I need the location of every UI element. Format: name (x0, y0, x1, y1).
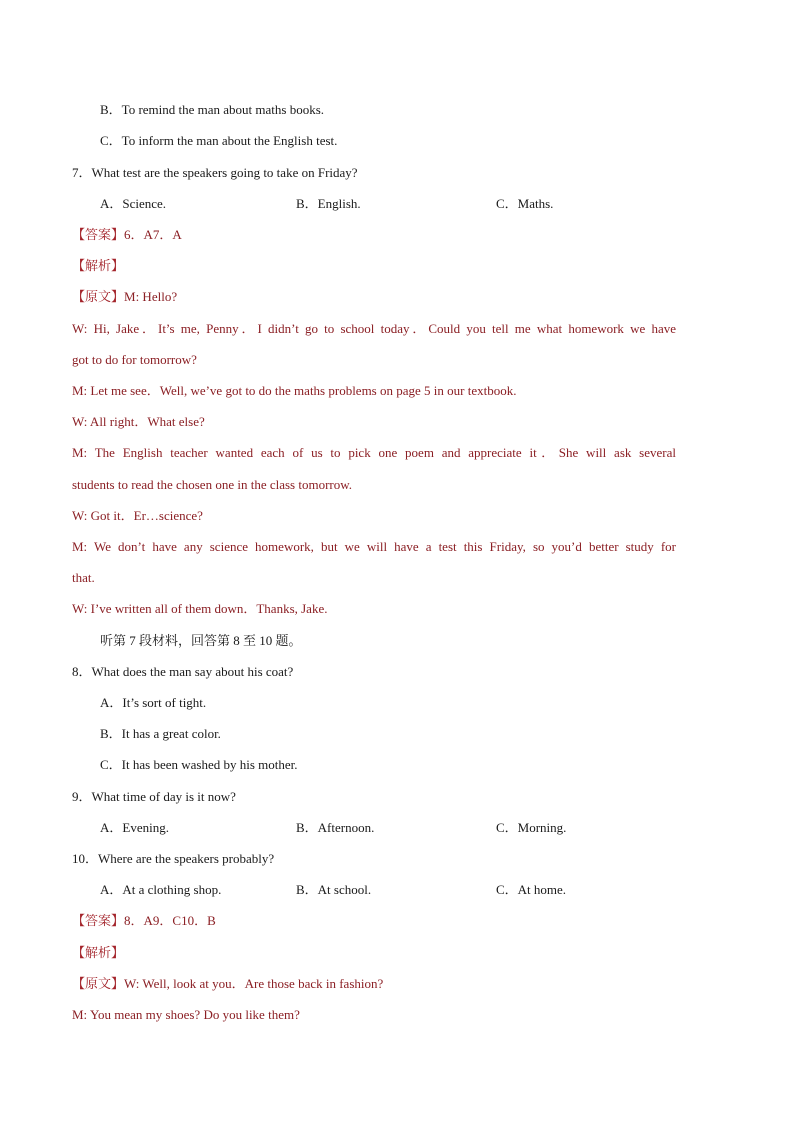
analysis-tag: 【解析】 (72, 945, 125, 960)
q7-options (100, 196, 676, 212)
analysis-tag-1 (72, 258, 676, 274)
q8-option-a: A．It’s sort of tight. (100, 695, 207, 710)
transcript-line: W: Hi, Jake．It’s me, Penny．I didn’t go to school today．Could you tell me what homework we have (72, 321, 676, 336)
answer-text: 6．A7．A (124, 227, 182, 242)
transcript-line: M: You mean my shoes? Do you like them? (72, 1007, 300, 1022)
answer-text: 8．A9．C10．B (124, 913, 216, 928)
q9-stem: 9．What time of day is it now? (72, 789, 236, 804)
transcript-line: students to read the chosen one in the class tomorrow. (72, 477, 353, 492)
q7-stem: 7．What test are the speakers going to take on Friday? (72, 165, 358, 180)
q8-stem: 8．What does the man say about his coat? (72, 664, 294, 679)
q7-option-b: B．English. (296, 196, 361, 211)
transcript-line: W: All right．What else? (72, 414, 205, 429)
q10-option-c: C．At home. (496, 882, 567, 897)
q9-options (100, 820, 676, 836)
answer-tag: 【答案】 (72, 227, 125, 242)
transcript-tag: 【原文】 (72, 289, 125, 304)
transcript-line: W: I’ve written all of them down．Thanks, Jake. (72, 601, 328, 616)
analysis-tag: 【解析】 (72, 258, 125, 273)
transcript-line: got to do for tomorrow? (72, 352, 197, 367)
transcript-line: M: The English teacher wanted each of us to pick one poem and appreciate it．She will ask several (72, 445, 676, 460)
transcript-line: that. (72, 570, 95, 585)
q8-option-b: B．It has a great color. (100, 726, 221, 741)
q9-option-b: B．Afternoon. (296, 820, 375, 835)
q7-option-c: C．Maths. (496, 196, 554, 211)
q9-option-c: C．Morning. (496, 820, 567, 835)
answer-line-1 (72, 227, 676, 243)
section-instruction: 听第 7 段材料，回答第 8 至 10 题。 (100, 633, 302, 648)
answer-line-2 (72, 913, 676, 929)
q7-option-a: A．Science. (100, 196, 167, 211)
transcript-line: M: Let me see．Well, we’ve got to do the maths problems on page 5 in our textbook. (72, 383, 517, 398)
transcript-text: W: Well, look at you．Are those back in fashion? (124, 976, 384, 991)
q9-option-a: A．Evening. (100, 820, 169, 835)
answer-tag: 【答案】 (72, 913, 125, 928)
q8-option-c: C．It has been washed by his mother. (100, 757, 298, 772)
transcript-first-line-2 (72, 976, 676, 992)
analysis-tag-2 (72, 945, 676, 961)
transcript-line: M: We don’t have any science homework, but we will have a test this Friday, so you’d better study for (72, 539, 676, 554)
q6-option-b: B．To remind the man about maths books. (100, 102, 325, 117)
transcript-line: W: Got it．Er…science? (72, 508, 203, 523)
q10-option-b: B．At school. (296, 882, 372, 897)
q10-option-a: A．At a clothing shop. (100, 882, 222, 897)
q10-stem: 10．Where are the speakers probably? (72, 851, 275, 866)
transcript-first-line-1 (72, 289, 676, 305)
q6-option-c: C．To inform the man about the English test. (100, 133, 338, 148)
transcript-text: M: Hello? (124, 289, 178, 304)
q10-options (100, 882, 676, 898)
transcript-tag: 【原文】 (72, 976, 125, 991)
